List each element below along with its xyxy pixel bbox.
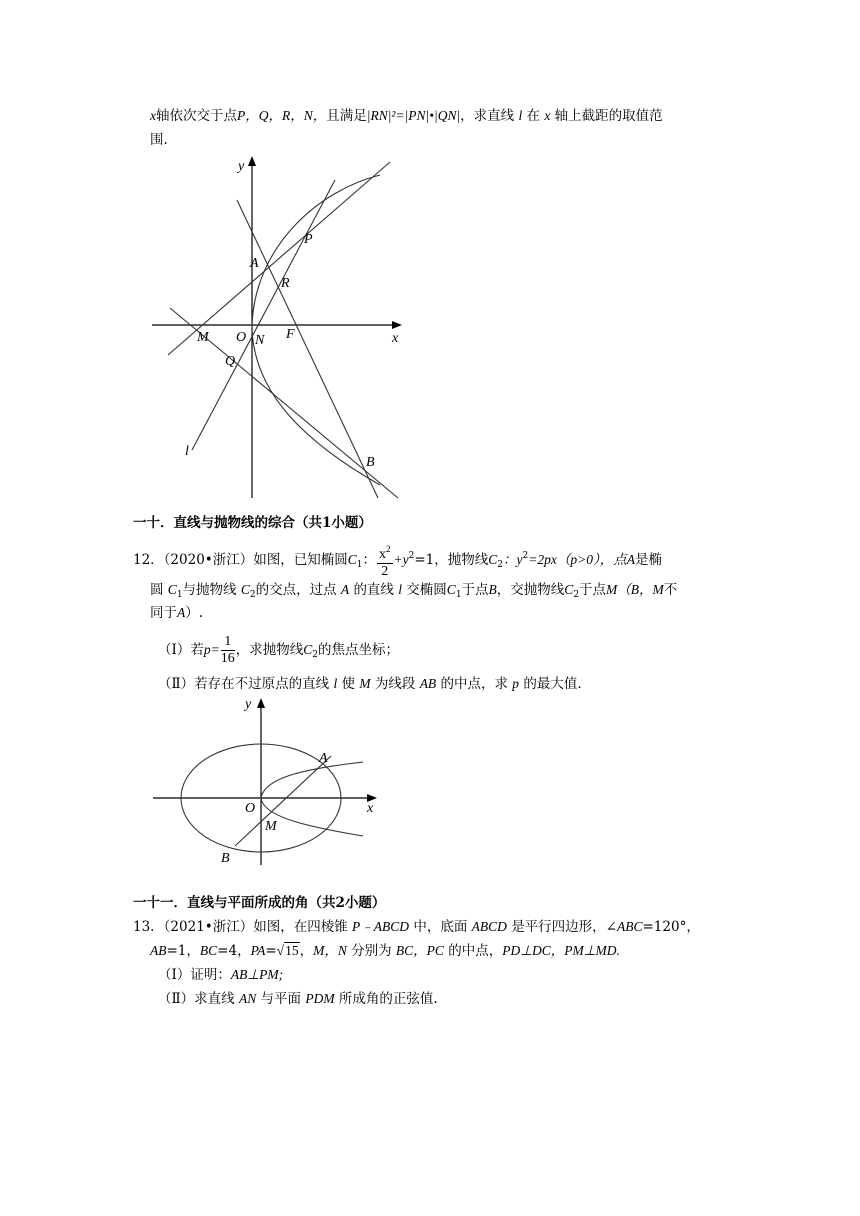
problem-12-question-2: （Ⅱ）若存在不过原点的直线 l 使 M 为线段 AB 的中点，求 p 的最大值. [158, 676, 582, 692]
problem-11-line-1: x轴依次交于点P，Q，R，N，且满足|RN|²=|PN|•|QN|，求直线 l 在 x 轴上截距的取值范 [150, 108, 663, 124]
fig1-label-M: M [197, 330, 209, 345]
problem-12-line-3: 同于A）. [150, 605, 204, 621]
fig1-label-O: O [236, 330, 247, 345]
problem-13-line-1: 13．（2021•浙江）如图，在四棱锥 P﹣ABCD 中，底面 ABCD 是平行四边形，∠ABC=120°， [133, 919, 700, 935]
parabola-curve [252, 175, 380, 485]
fraction-x2-over-2: $\frac{x^2}{2}$ [377, 541, 393, 580]
problem-12-question-1: （Ⅰ）若p= $\frac{1}{16}$ ，求抛物线$C_2$的焦点坐标； [158, 634, 399, 666]
figure-ellipse-parabola [145, 690, 390, 870]
section-heading-11: 一十一．直线与平面所成的角（共2小题） [133, 895, 386, 911]
problem-11-line-2: 围. [150, 132, 168, 148]
fig2-label-x: x [367, 801, 374, 816]
fig1-label-F: F [286, 327, 295, 342]
fig1-label-P: P [304, 232, 313, 247]
problem-12-line-1: 12．（2020•浙江）如图，已知椭圆$C_1$： $\frac{x^2}{2}$ $+y^2=1$，抛物线$C_2$：$y^2=2px(p>0)$，点A是椭 [133, 538, 662, 583]
fig1-label-l: l [185, 444, 189, 459]
fig2-label-M: M [265, 819, 277, 834]
problem-12-line-2: 圆 $C_1$与抛物线 $C_2$的交点，过点 A 的直线 l 交椭圆$C_1$于点B，交抛物线$C_2$于点M（B，M不 [150, 582, 678, 600]
fig1-label-B: B [366, 455, 375, 470]
fig1-label-N: N [255, 333, 265, 348]
section-heading-10: 一十．直线与抛物线的综合（共1小题） [133, 515, 372, 531]
line-MA [168, 162, 390, 355]
fig1-label-x: x [392, 331, 399, 346]
fig2-label-B: B [221, 851, 230, 866]
problem-13-line-2: AB=1，BC=4，PA=√15，M，N 分别为 BC，PC 的中点，PD⊥DC，PM⊥MD. [150, 943, 620, 959]
fig1-label-A: A [250, 256, 259, 271]
problem-13-question-2: （Ⅱ）求直线 AN 与平面 PDM 所成角的正弦值. [158, 991, 438, 1007]
fig2-label-y: y [245, 697, 252, 712]
fig1-label-Q: Q [225, 354, 236, 369]
x-axis-arrow-icon [392, 321, 402, 329]
y-axis-arrow-icon [257, 698, 265, 708]
sqrt-15: √15 [276, 943, 299, 958]
fig1-label-R: R [281, 276, 290, 291]
fig2-label-A: A [319, 751, 328, 766]
figure-parabola-lines [140, 150, 420, 505]
problem-13-question-1: （Ⅰ）证明：AB⊥PM; [158, 967, 284, 983]
fig1-label-y: y [238, 159, 245, 174]
y-axis-arrow-icon [248, 156, 256, 166]
fig2-label-O: O [245, 801, 256, 816]
fraction-1-over-16: $\frac{1}{16}$ [220, 634, 235, 666]
